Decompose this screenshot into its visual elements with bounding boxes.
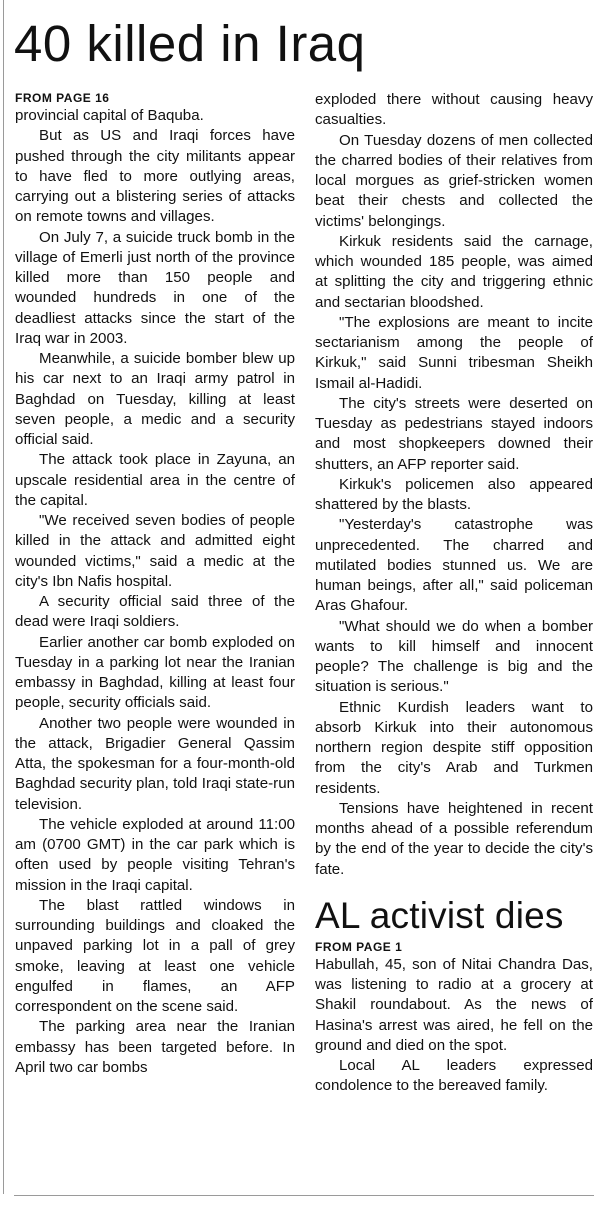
bottom-rule [14,1195,594,1196]
article-paragraph: "What should we do when a bomber wants to kill himself and innocent people? The challenge is big and the situation is serious." [315,617,593,696]
article-paragraph: Meanwhile, a suicide bomber blew up his car next to an Iraqi army patrol in Baghdad on Tuesday, killing at least seven people, a medic and a security official said. [15,350,295,448]
article-paragraph: Local AL leaders expressed condolence to the bereaved family. [315,1057,593,1095]
article-paragraph: "We received seven bodies of people killed in the attack and admitted eight wounded victims," said a medic at the city's Ibn Nafis hospital. [15,512,295,590]
article-paragraph: Habullah, 45, son of Nitai Chandra Das, was listening to radio at a grocery at Shakil roundabout. As the news of Hasina's arrest was aired, he fell on the ground and died on the spot. [315,955,593,1054]
article-paragraph: On July 7, a suicide truck bomb in the village of Emerli just north of the province killed more than 150 people and wounded hundreds in one of the deadliest attacks since the start of the Iraq war in 2003. [15,228,295,347]
article-paragraph: Another two people were wounded in the attack, Brigadier General Qassim Atta, the spokesman for a four-month-old Baghdad security plan, told Iraqi state-run television. [15,714,295,813]
article-paragraph: The city's streets were deserted on Tuesday as pedestrians stayed indoors and most shopkeepers downed their shutters, an AFP reporter said. [315,394,593,473]
jump-label-main: FROM PAGE 16 [15,91,110,105]
article-paragraph: Kirkuk residents said the carnage, which wounded 185 people, was aimed at splitting the city and triggering ethnic and sectarian bloodshed. [315,232,593,311]
article-paragraph: Earlier another car bomb exploded on Tuesday in a parking lot near the Iranian embassy in Baghdad, killing at least four people, security officials said. [15,633,295,712]
article-column-right [315,90,593,1097]
article-column-left [15,90,295,1078]
article-paragraph: On Tuesday dozens of men collected the charred bodies of their relatives from local morgues as grief-stricken women beat their chests and collected the victims' belongings. [315,131,593,230]
article-paragraph: The parking area near the Iranian embassy has been targeted before. In April two car bombs [15,1018,295,1076]
article-paragraph: provincial capital of Baquba. [15,107,204,124]
jump-label-secondary: FROM PAGE 1 [315,939,403,954]
article-paragraph: "Yesterday's catastrophe was unprecedented. The charred and mutilated bodies stunned us. We are human beings, after all," said policeman Aras Ghafour. [315,516,593,615]
article-paragraph: exploded there without causing heavy casualties. [315,91,593,129]
article-paragraph: The vehicle exploded at around 11:00 am (0700 GMT) in the car park which is often used by people visiting Tehran's mission in the Iraqi capital. [15,815,295,894]
article-paragraph: The attack took place in Zayuna, an upscale residential area in the centre of the capital. [15,451,295,509]
article-paragraph: But as US and Iraqi forces have pushed through the city militants appear to have fled to more outlying areas, carrying out a blistering series of attacks on remote towns and villages. [15,127,295,226]
article-paragraph: "The explosions are meant to incite sectarianism among the people of Kirkuk," said Sunni tribesman Sheikh Ismail al-Hadidi. [315,313,593,392]
article-paragraph: Kirkuk's policemen also appeared shattered by the blasts. [315,475,593,513]
left-column-rule [3,0,4,1194]
article-paragraph: The blast rattled windows in surrounding buildings and cloaked the unpaved parking lot in a pall of grey smoke, leaving at least one vehicle engulfed in flames, an AFP correspondent on the scene said. [15,896,295,1015]
article-paragraph: A security official said three of the dead were Iraqi soldiers. [15,593,295,631]
article-paragraph: Ethnic Kurdish leaders want to absorb Kirkuk into their autonomous northern region despite stiff opposition from the city's Arab and Turkmen residents. [315,698,593,797]
headline-main: 40 killed in Iraq [14,15,366,72]
article-paragraph: Tensions have heightened in recent months ahead of a possible referendum by the end of the year to decide the city's fate. [315,799,593,878]
headline-secondary: AL activist dies [315,894,564,936]
